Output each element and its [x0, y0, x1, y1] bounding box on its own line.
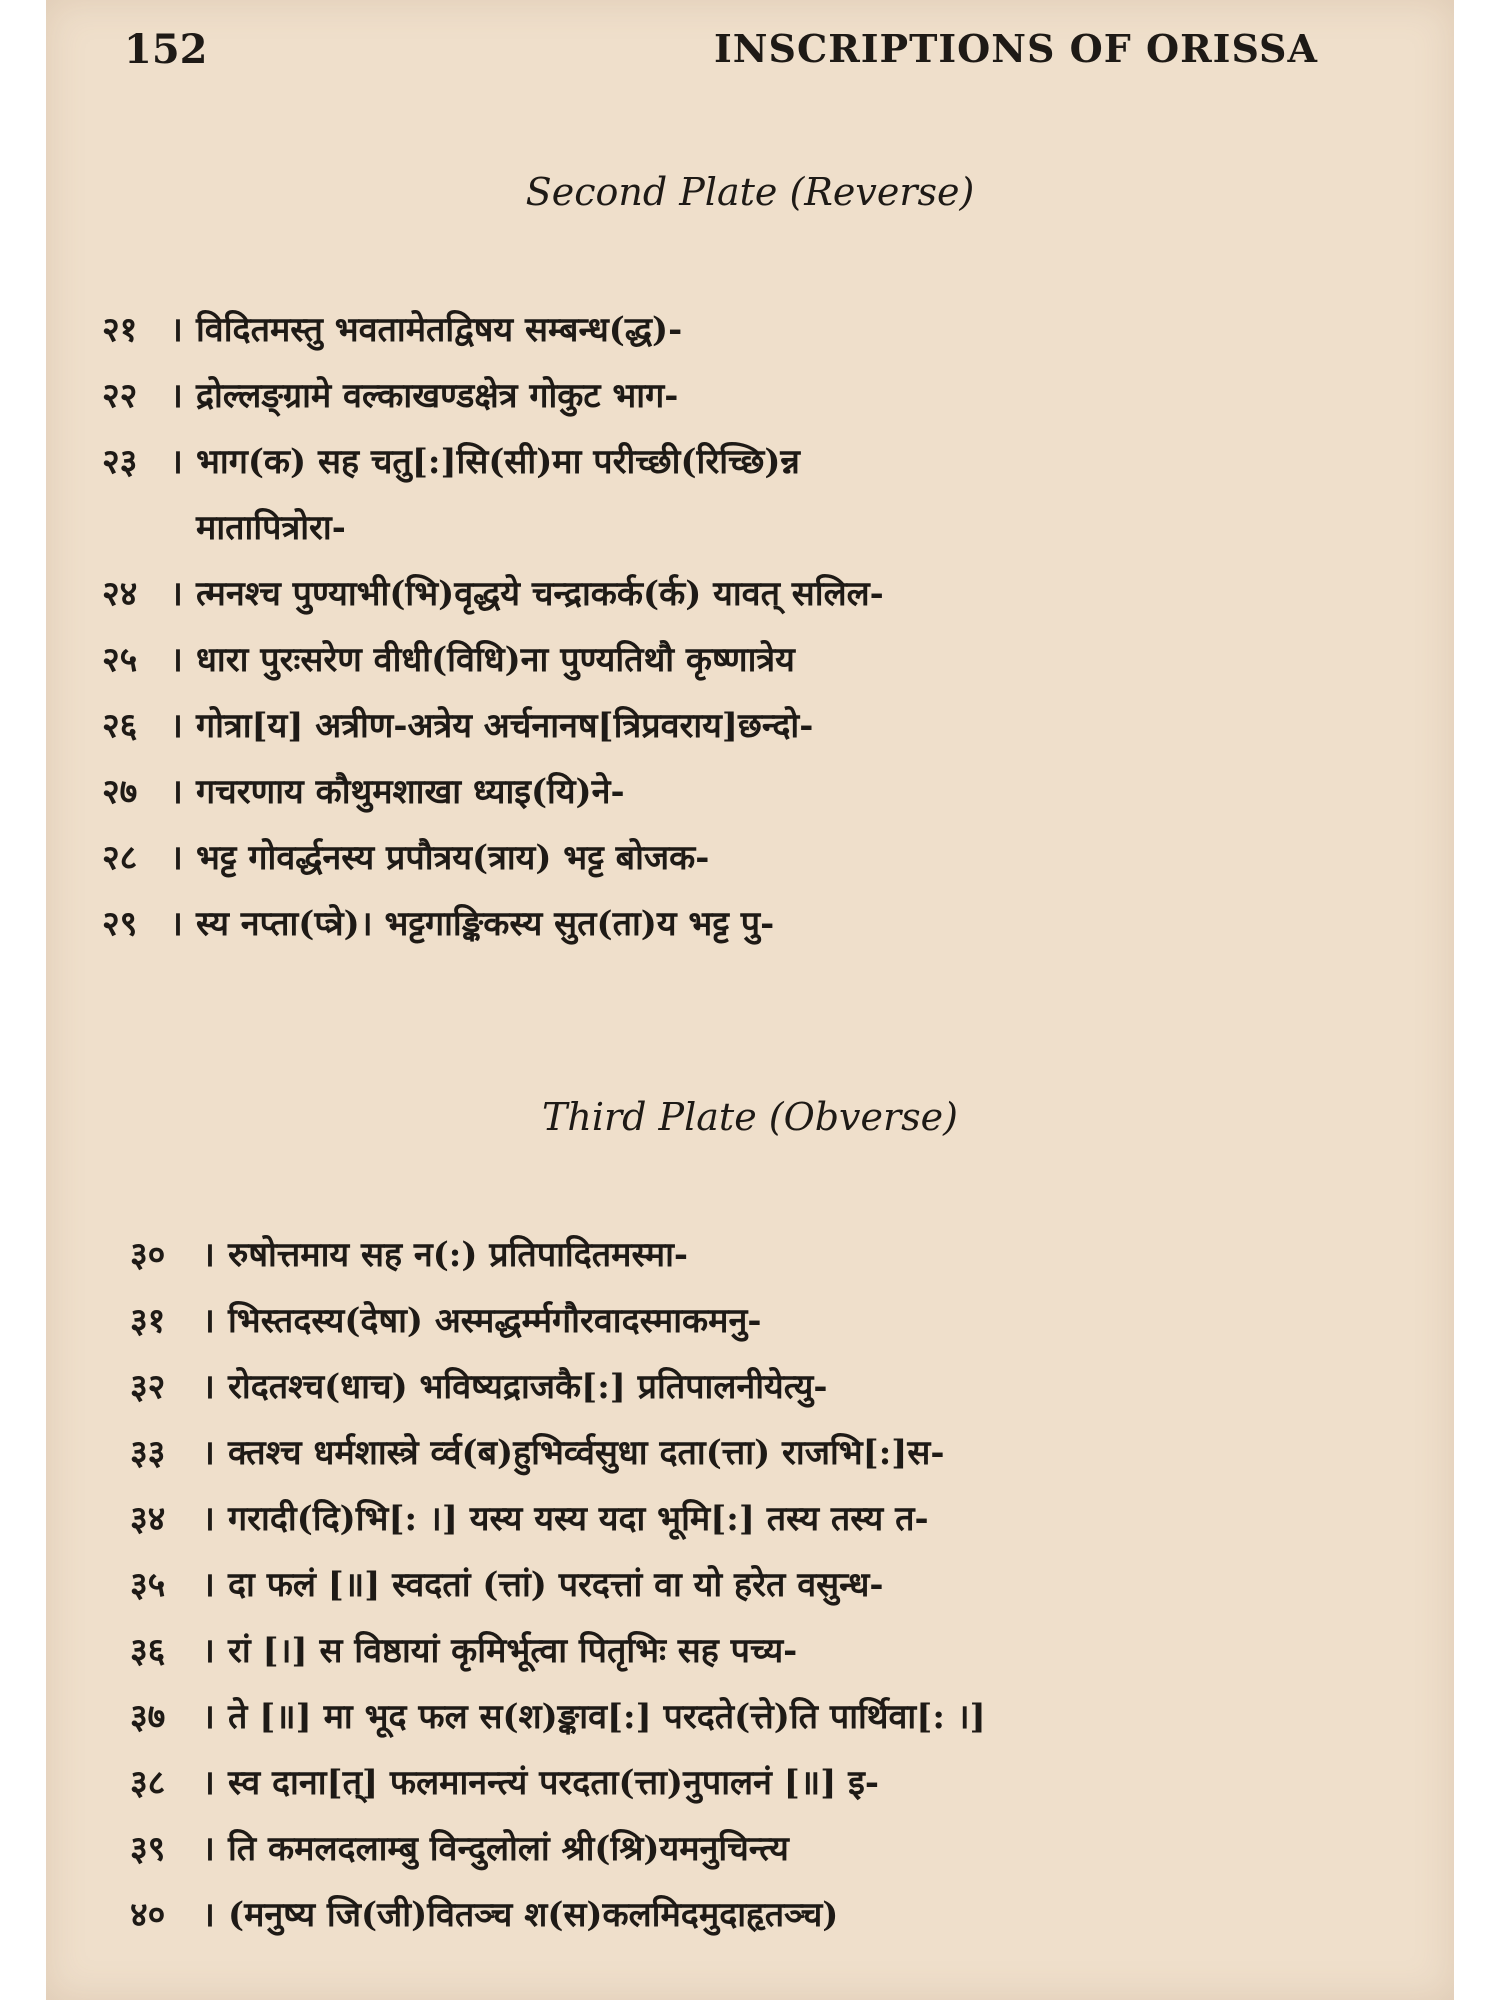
- danda: ।: [202, 1697, 215, 1737]
- line-text: रोदतश्च(धाच) भविष्यद्राजकै[:] प्रतिपालनीयेत्यु-: [228, 1367, 828, 1407]
- line-number: २५: [102, 640, 138, 680]
- danda: ।: [170, 442, 183, 482]
- line-number: ३३: [130, 1433, 166, 1473]
- line-text: ति कमलदलाम्बु विन्दुलोलां श्री(श्रि)यमनुचिन्त्य: [228, 1829, 789, 1869]
- danda: ।: [202, 1829, 215, 1869]
- danda: ।: [202, 1433, 215, 1473]
- danda: ।: [202, 1565, 215, 1605]
- book-page: [46, 0, 1454, 2000]
- inscription-line: [46, 1758, 1454, 1824]
- danda: ।: [202, 1895, 215, 1935]
- inscription-line: [46, 1824, 1454, 1890]
- inscription-line: [46, 305, 1454, 371]
- danda: ।: [202, 1499, 215, 1539]
- line-text: ते [॥] मा भूद फल स(श)ङ्काव[:] परदते(त्ते)ति पार्थिवा[: ।]: [228, 1697, 986, 1737]
- line-number: ३५: [130, 1565, 166, 1605]
- inscription-lines-third-plate: [46, 1230, 1454, 1956]
- inscription-line: [46, 635, 1454, 701]
- inscription-line: [46, 1296, 1454, 1362]
- line-text: स्य नप्ता(प्त्रे)। भट्टगाङ्किकस्य सुत(ता)य भट्ट पु-: [196, 904, 775, 944]
- section-heading-second-plate: Second Plate (Reverse): [525, 170, 975, 214]
- inscription-line: [46, 701, 1454, 767]
- line-number: २४: [102, 574, 138, 614]
- danda: ।: [202, 1301, 215, 1341]
- danda: ।: [202, 1367, 215, 1407]
- line-text: भट्ट गोवर्द्धनस्य प्रपौत्रय(त्राय) भट्ट बोजक-: [196, 838, 710, 878]
- inscription-line: [46, 569, 1454, 635]
- line-number: २६: [102, 706, 138, 746]
- line-number: ४०: [130, 1895, 166, 1935]
- inscription-line: [46, 1890, 1454, 1956]
- inscription-line: [46, 1230, 1454, 1296]
- line-number: ३४: [130, 1499, 166, 1539]
- line-number: २२: [102, 376, 138, 416]
- danda: ।: [170, 310, 183, 350]
- line-number: २१: [102, 310, 138, 350]
- line-text: दा फलं [॥] स्वदतां (त्तां) परदत्तां वा यो हरेत वसुन्ध-: [228, 1565, 884, 1605]
- inscription-line: [46, 1626, 1454, 1692]
- line-text: रुषोत्तमाय सह न(:) प्रतिपादितमस्मा-: [228, 1235, 688, 1275]
- inscription-line: [46, 1362, 1454, 1428]
- danda: ।: [170, 376, 183, 416]
- danda: ।: [170, 838, 183, 878]
- line-text: क्तश्च धर्मशास्त्रे र्व्व(ब)हुभिर्व्वसुधा दता(त्ता) राजभि[:]स-: [228, 1433, 945, 1473]
- danda: ।: [170, 706, 183, 746]
- line-number: ३८: [130, 1763, 166, 1803]
- line-number: ३२: [130, 1367, 166, 1407]
- inscription-line: [46, 437, 1454, 503]
- line-text: गचरणाय कौथुमशाखा ध्याइ(यि)ने-: [196, 772, 625, 812]
- danda: ।: [170, 772, 183, 812]
- danda: ।: [170, 904, 183, 944]
- inscription-line: [46, 1494, 1454, 1560]
- section-heading-third-plate: Third Plate (Obverse): [542, 1095, 958, 1139]
- line-text: भिस्तदस्य(देषा) अस्मद्धर्म्मगौरवादस्माकमनु-: [228, 1301, 762, 1341]
- inscription-lines-second-plate: [46, 305, 1454, 965]
- line-text: गरादी(दि)भि[: ।] यस्य यस्य यदा भूमि[:] तस्य तस्य त-: [228, 1499, 929, 1539]
- line-number: ३१: [130, 1301, 166, 1341]
- line-number: ३०: [130, 1235, 166, 1275]
- danda: ।: [202, 1631, 215, 1671]
- inscription-line: [46, 767, 1454, 833]
- line-number: ३६: [130, 1631, 166, 1671]
- line-number: ३९: [130, 1829, 166, 1869]
- line-number: ३७: [130, 1697, 166, 1737]
- inscription-line: [46, 1428, 1454, 1494]
- line-number: २८: [102, 838, 138, 878]
- line-text: द्रोल्लङ्ग्रामे वल्काखण्डक्षेत्र गोकुट भाग-: [196, 376, 679, 416]
- inscription-line: [46, 833, 1454, 899]
- line-text: त्मनश्च पुण्याभी(भि)वृद्धये चन्द्राकर्क(र्क) यावत् सलिल-: [196, 574, 884, 614]
- inscription-line: [46, 1560, 1454, 1626]
- line-text: भाग(क) सह चतु[:]सि(सी)मा परीच्छी(रिच्छि)न्न: [196, 442, 800, 482]
- inscription-line: [46, 371, 1454, 437]
- danda: ।: [202, 1235, 215, 1275]
- line-text: (मनुष्य जि(जी)वितञ्च श(स)कलमिदमुदाहृतञ्च): [228, 1895, 839, 1935]
- line-number: २७: [102, 772, 138, 812]
- danda: ।: [202, 1763, 215, 1803]
- inscription-line: [46, 503, 1454, 569]
- line-text: स्व दाना[त्] फलमानन्त्यं परदता(त्ता)नुपालनं [॥] इ-: [228, 1763, 879, 1803]
- danda: ।: [170, 640, 183, 680]
- inscription-line: [46, 899, 1454, 965]
- running-title: INSCRIPTIONS OF ORISSA: [714, 26, 1318, 71]
- inscription-line: [46, 1692, 1454, 1758]
- line-text: विदितमस्तु भवतामेतद्विषय सम्बन्ध(द्ध)-: [196, 310, 683, 350]
- line-text: मातापित्रोरा-: [196, 508, 346, 548]
- page-header: [46, 26, 1454, 96]
- danda: ।: [170, 574, 183, 614]
- line-number: २३: [102, 442, 138, 482]
- line-number: २९: [102, 904, 138, 944]
- line-text: धारा पुरःसरेण वीधी(विधि)ना पुण्यतिथौ कृष्णात्रेय: [196, 640, 795, 680]
- line-text: रां [।] स विष्ठायां कृमिर्भूत्वा पितृभिः सह पच्य-: [228, 1631, 798, 1671]
- page-number: 152: [124, 26, 208, 73]
- line-text: गोत्रा[य] अत्रीण-अत्रेय अर्चनानष[त्रिप्रवराय]छन्दो-: [196, 706, 814, 746]
